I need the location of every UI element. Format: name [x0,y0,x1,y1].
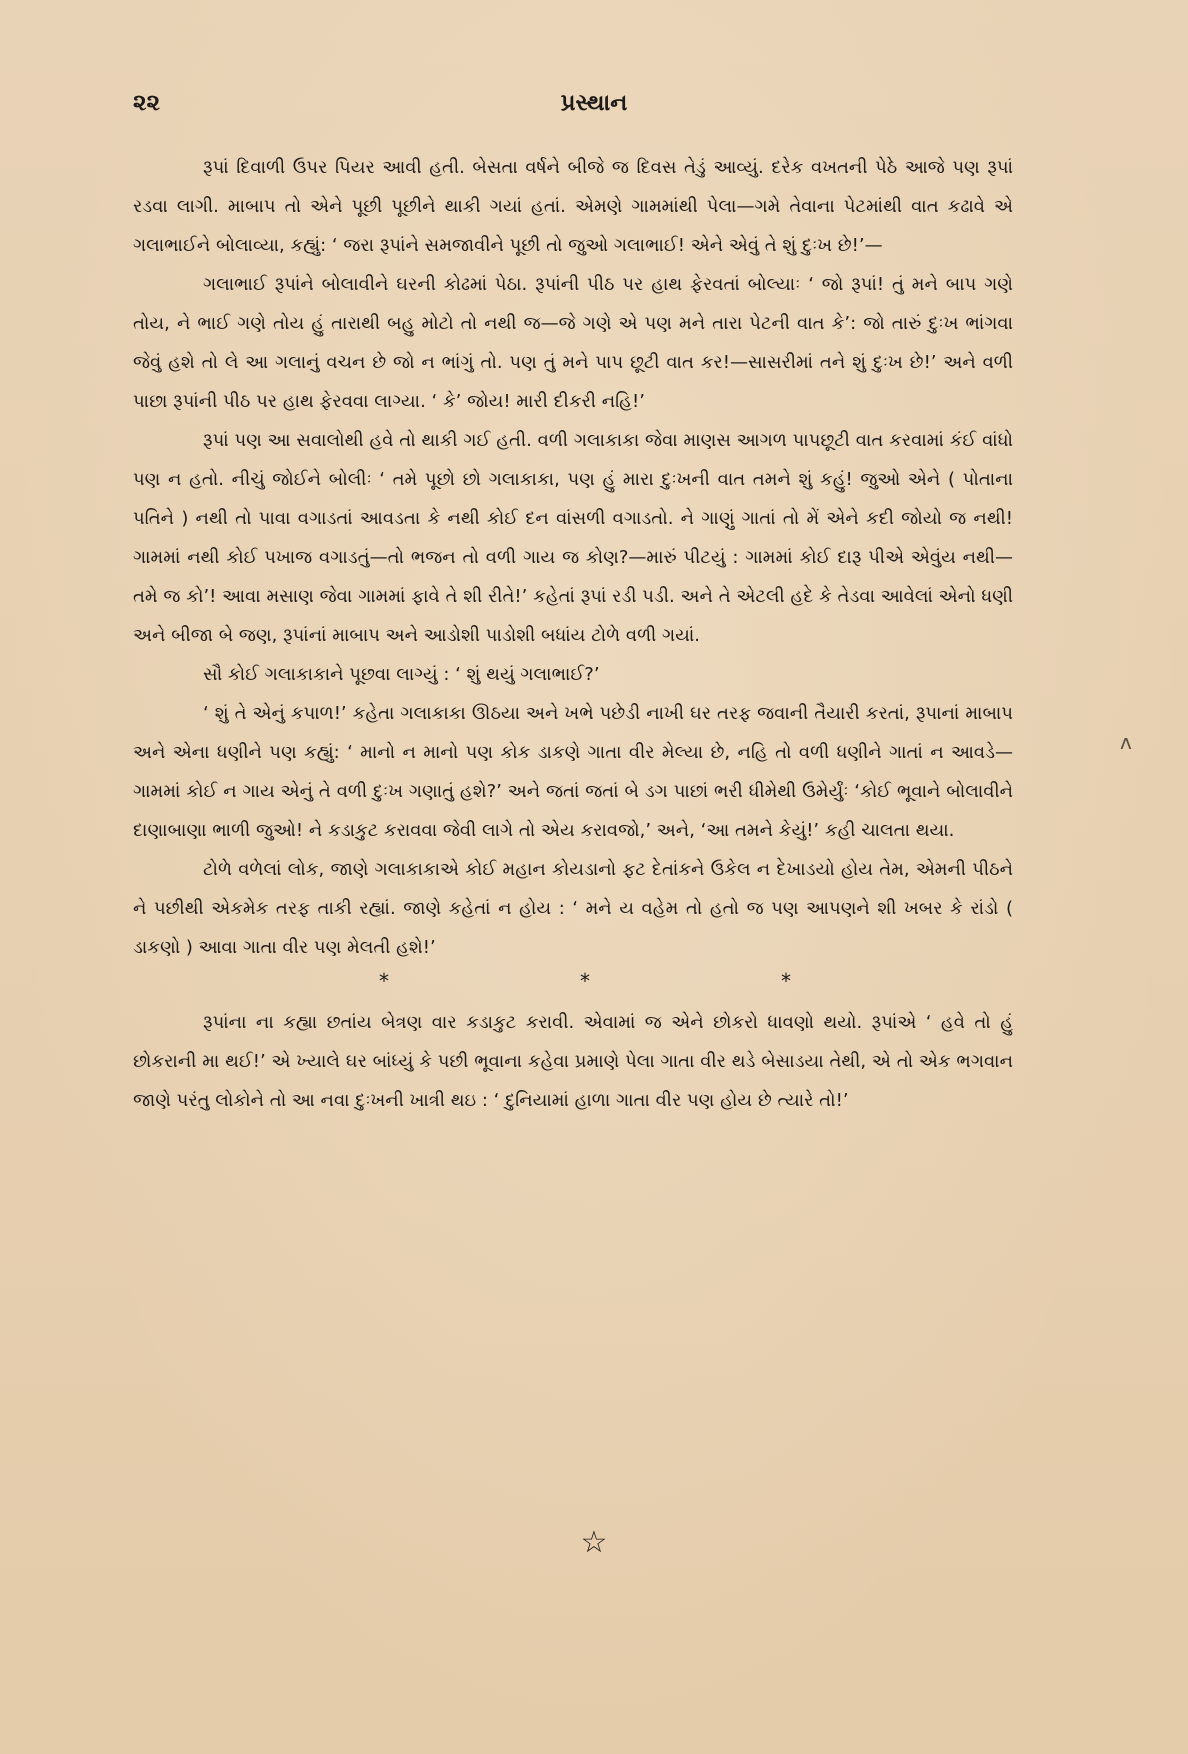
end-star-icon: ☆ [580,1525,608,1560]
paragraph-4: સૌ કોઈ ગલાકાકાને પૂછવા લાગ્યું : ‘ શું થયું ગલાભાઈ?’ [203,664,600,685]
paragraph-5: ‘ શું તે એનું કપાળ!’ કહેતા ગલાકાકા ઊઠયા અને ખભે પછેડી નાખી ઘર તરફ જવાની તૈયારી કરતાં, રૂપાનાં માબાપ અને એના ધણીને પણ કહ્યું: ‘ માનો ન માનો પણ કોક ડાકણે ગાતા વીર મેલ્યા છે, નહિ તો વળી ધણીને ગાતાં ન આવડે—ગામમાં કોઈ ન ગાય એનું તે વળી દુઃખ ગણાતું હશે?’ અને જતાં જતાં બે ડગ પાછાં ભરી ધીમેથી ઉમેર્યુંઃ ‘કોઈ ભૂવાને બોલાવીને દાણાબાણા ભાળી જુઓ! ને કડાકુટ કરાવવા જેવી લાગે તો એય કરાવજો,’ અને, ‘આ તમને કેયું!’ કહી ચાલતા થયા. [133,703,1013,841]
page-body [133,148,1013,1120]
separator-asterisk: * [781,969,791,993]
paragraph-6: ટોળે વળેલાં લોક, જાણે ગલાકાકાએ કોઈ મહાન કોયડાનો ફટ દેતાંકને ઉકેલ ન દેખાડયો હોય તેમ, એમની પીઠને ને પછીથી એકમેક તરફ તાકી રહ્યાં. જાણે કહેતાં ન હોય : ‘ મને ય વહેમ તો હતો જ પણ આપણને શી ખબર કે રાંડો ( ડાકણો ) આવા ગાતા વીર પણ મેલતી હશે!’ [133,859,1013,958]
paragraph-1: રૂપાં દિવાળી ઉપર પિયર આવી હતી. બેસતા વર્ષને બીજે જ દિવસ તેડું આવ્યું. દરેક વખતની પેઠે આજે પણ રૂપાં રડવા લાગી. માબાપ તો એને પૂછી પૂછીને થાકી ગયાં હતાં. એમણે ગામમાંથી પેલા—ગમે તેવાના પેટમાંથી વાત કઢાવે એ ગલાભાઈને બોલાવ્યા, કહ્યું: ‘ જરા રૂપાંને સમજાવીને પૂછી તો જુઓ ગલાભાઈ! એને એવું તે શું દુઃખ છે!’— [133,157,1013,256]
running-title: પ્રસ્થાન [560,90,628,116]
margin-pencil-mark: ʌ [1120,730,1132,754]
separator-asterisk: * [580,969,590,993]
paragraph-3: રૂપાં પણ આ સવાલોથી હવે તો થાકી ગઈ હતી. વળી ગલાકાકા જેવા માણસ આગળ પાપછૂટી વાત કરવામાં કંઈ વાંધો પણ ન હતો. નીચું જોઈને બોલીઃ ‘ તમે પૂછો છો ગલાકાકા, પણ હું મારા દુઃખની વાત તમને શું કહું! જુઓ એને ( પોતાના પતિને ) નથી તો પાવા વગાડતાં આવડતા કે નથી કોઈ દન વાંસળી વગાડતો. ને ગાણું ગાતાં તો મેં એને કદી જોયો જ નથી! ગામમાં નથી કોઈ પખાજ વગાડતું—તો ભજન તો વળી ગાય જ કોણ?—મારું પીટયું : ગામમાં કોઈ દારૂ પીએ એવુંય નથી—તમે જ કો’! આવા મસાણ જેવા ગામમાં ફાવે તે શી રીતે!’ કહેતાં રૂપાં રડી પડી. અને તે એટલી હદે કે તેડવા આવેલાં એનો ધણી અને બીજા બે જણ, રૂપાંનાં માબાપ અને આડોશી પાડોશી બધાંય ટોળે વળી ગયાં. [133,430,1013,646]
section-separator [133,967,1013,1003]
paragraph-2: ગલાભાઈ રૂપાંને બોલાવીને ઘરની કોઢમાં પેઠા. રૂપાંની પીઠ પર હાથ ફેરવતાં બોલ્યાઃ ‘ જો રૂપાં! તું મને બાપ ગણે તોય, ને ભાઈ ગણે તોય હું તારાથી બહુ મોટો તો નથી જ—જે ગણે એ પણ મને તારા પેટની વાત કે’: જો તારું દુઃખ ભાંગવા જેવું હશે તો લે આ ગલાનું વચન છે જો ન ભાંગું તો. પણ તું મને પાપ છૂટી વાત કર!—સાસરીમાં તને શું દુઃખ છે!’ અને વળી પાછા રૂપાંની પીઠ પર હાથ ફેરવવા લાગ્યા. ‘ કે’ જોય! મારી દીકરી નહિ!’ [133,274,1013,412]
paragraph-7: રૂપાંના ના કહ્યા છતાંય બેત્રણ વાર કડાકુટ કરાવી. એવામાં જ એને છોકરો ધાવણો થયો. રૂપાંએ ‘ હવે તો હું છોકરાની મા થઈ!’ એ ખ્યાલે ઘર બાંધ્યું કે પછી ભૂવાના કહેવા પ્રમાણે પેલા ગાતા વીર થડે બેસાડયા તેથી, એ તો એક ભગવાન જાણે પરંતુ લોકોને તો આ નવા દુઃખની ખાત્રી થઇ : ‘ દુનિયામાં હાળા ગાતા વીર પણ હોય છે ત્યારે તો!’ [133,1012,1013,1111]
separator-asterisk: * [379,969,389,993]
page-number: ૨૨ [133,90,161,116]
